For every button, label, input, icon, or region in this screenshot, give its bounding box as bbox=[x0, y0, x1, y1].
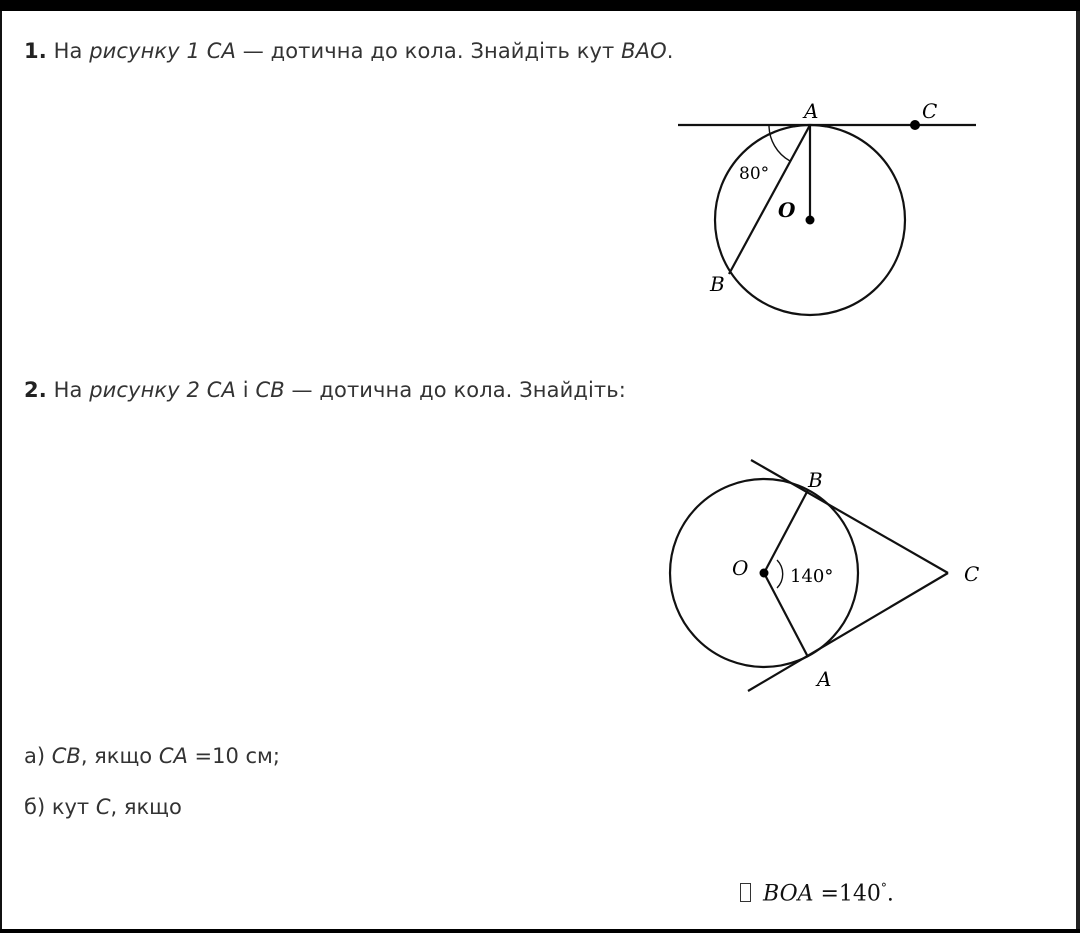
task-1-angle-name: BAO bbox=[621, 39, 667, 63]
angle-label-140: 140° bbox=[790, 566, 834, 587]
part-b-angle-c: C bbox=[95, 795, 111, 819]
label-c-1: C bbox=[922, 99, 938, 123]
page-right-border bbox=[1076, 11, 1080, 929]
figure-1-tangent-diagram bbox=[2, 11, 1080, 929]
part-a-prefix: а) bbox=[24, 744, 52, 768]
task-2-part: і bbox=[235, 378, 256, 402]
part-a-segment-ca: CA bbox=[158, 744, 188, 768]
part-a-text bbox=[24, 744, 280, 768]
radius-ob bbox=[764, 490, 808, 573]
point-c bbox=[910, 120, 920, 130]
label-a-1: A bbox=[804, 99, 819, 123]
task-2-number: 2. bbox=[24, 378, 47, 402]
tangent-line-ca bbox=[748, 573, 948, 691]
formula-angle-name: BOA bbox=[763, 881, 814, 907]
task-2-segment: CB bbox=[255, 378, 285, 402]
tangent-line-cb bbox=[751, 460, 948, 573]
label-o-1: O bbox=[778, 198, 796, 222]
part-b-text bbox=[24, 795, 182, 819]
label-o-2: O bbox=[732, 556, 749, 580]
task-1-part: — дотична до кола. Знайдіть кут bbox=[235, 39, 622, 63]
part-a-part: , якщо bbox=[80, 744, 159, 768]
task-2-text bbox=[24, 378, 626, 402]
angle-arc-140 bbox=[777, 560, 783, 588]
label-b-1: B bbox=[710, 272, 725, 296]
formula-value: =140 bbox=[813, 881, 881, 907]
point-o bbox=[806, 216, 815, 225]
label-a-2: A bbox=[817, 667, 832, 691]
label-c-2: C bbox=[964, 562, 980, 586]
label-b-2: B bbox=[808, 468, 823, 492]
task-2-part: — дотична до кола. Знайдіть: bbox=[284, 378, 626, 402]
chord-ab bbox=[729, 125, 810, 274]
angle-condition-formula bbox=[740, 881, 894, 906]
part-b-part: , якщо bbox=[110, 795, 182, 819]
task-1-part: На bbox=[46, 39, 90, 63]
part-a-segment-cb: CB bbox=[51, 744, 81, 768]
worksheet bbox=[0, 11, 1080, 929]
point-o-2 bbox=[760, 569, 769, 578]
angle-symbol-icon bbox=[740, 883, 751, 902]
formula-degree: ° bbox=[880, 881, 887, 895]
task-2-part: На bbox=[46, 378, 90, 402]
task-1-figure-ref: рисунку 1 CA bbox=[89, 39, 236, 63]
task-1-part: . bbox=[666, 39, 674, 63]
formula-end: . bbox=[886, 881, 894, 907]
part-b-prefix: б) кут bbox=[24, 795, 96, 819]
task-1-number: 1. bbox=[24, 39, 47, 63]
part-a-value: =10 см; bbox=[187, 744, 280, 768]
task-2-figure-ref: рисунку 2 CA bbox=[89, 378, 236, 402]
angle-label-80: 80° bbox=[739, 164, 770, 184]
